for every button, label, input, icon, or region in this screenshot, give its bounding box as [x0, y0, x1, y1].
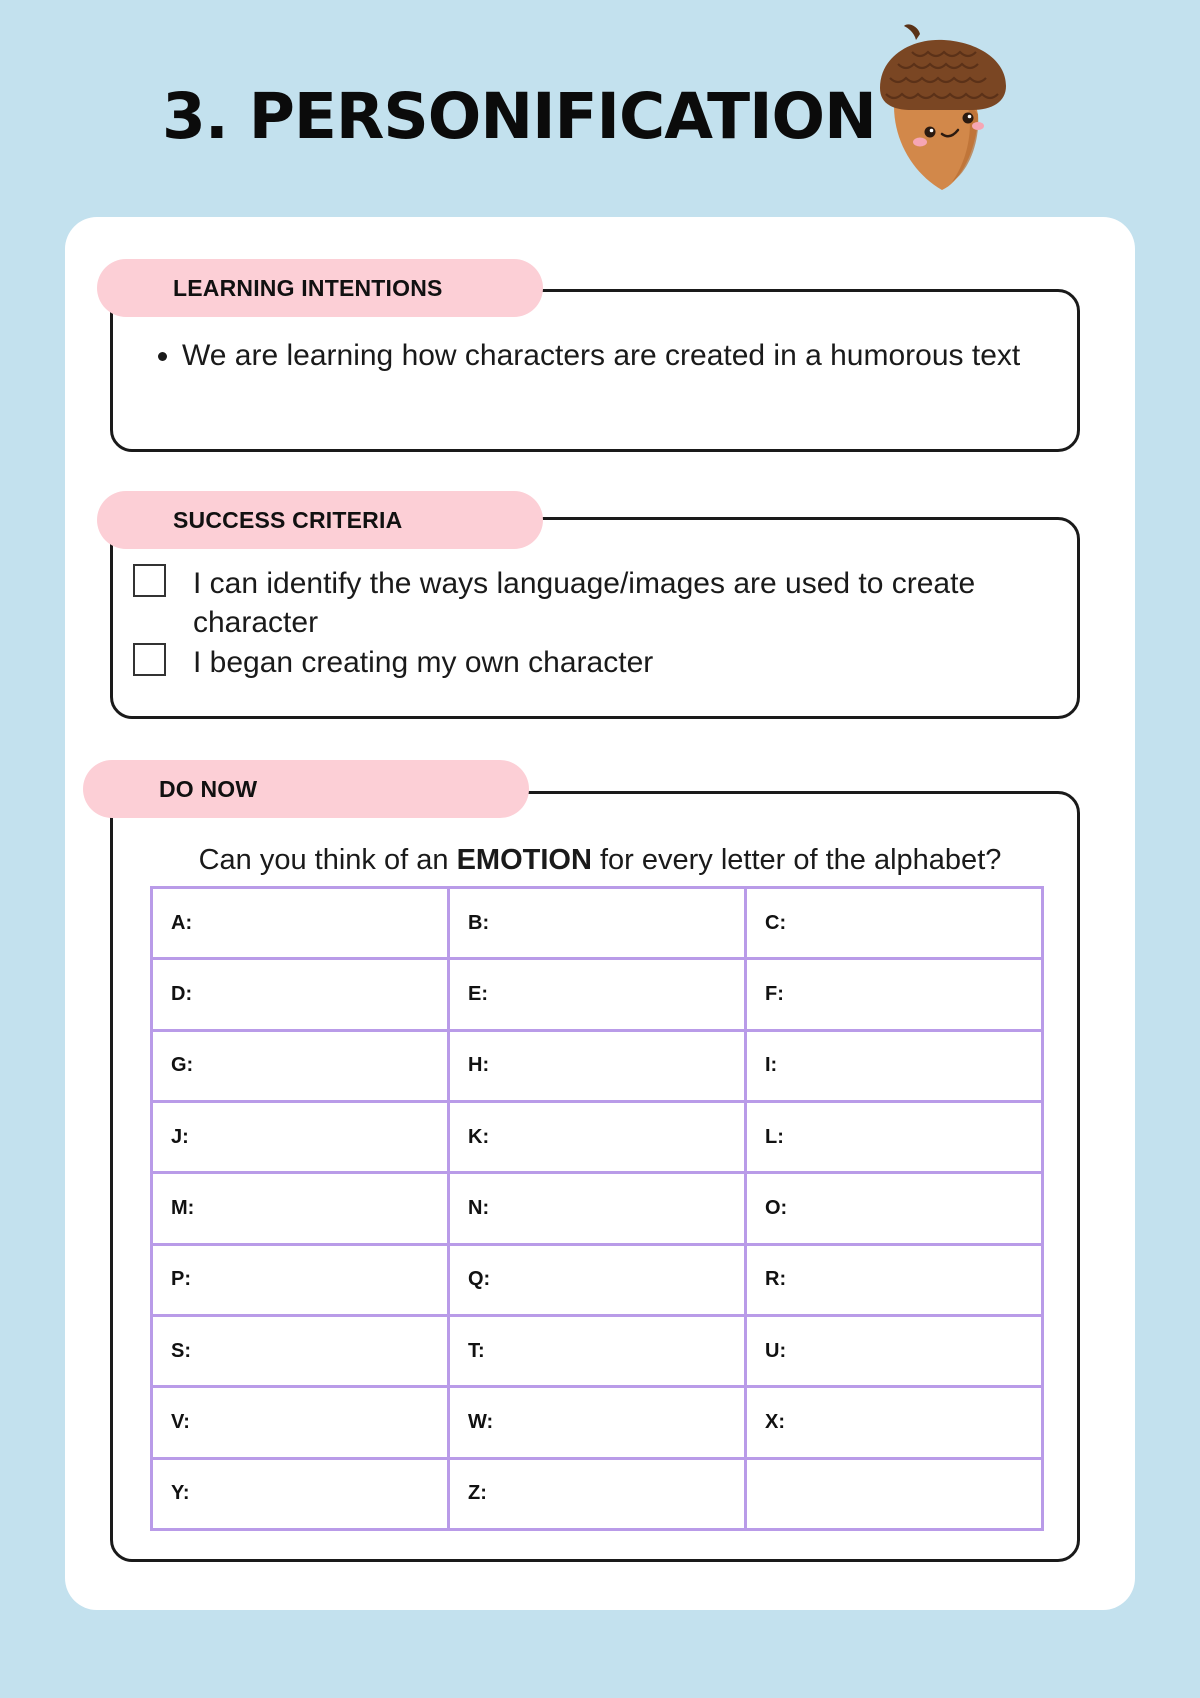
table-row [152, 1173, 1043, 1244]
letter-cell[interactable]: H: [449, 1030, 746, 1101]
letter-cell[interactable]: V: [152, 1387, 449, 1458]
letter-cell[interactable]: W: [449, 1387, 746, 1458]
prompt-text: for every letter of the alphabet? [591, 844, 1002, 876]
list-item: • We are learning how characters are created in a humorous text [182, 336, 1082, 375]
table-row [152, 1101, 1043, 1172]
letter-cell[interactable]: U: [746, 1315, 1043, 1386]
letter-cell[interactable] [746, 1458, 1043, 1529]
learning-intentions-label: LEARNING INTENTIONS [97, 259, 543, 317]
letter-cell[interactable]: L: [746, 1101, 1043, 1172]
do-now-prompt [0, 842, 1200, 878]
table-row [152, 1315, 1043, 1386]
letter-cell[interactable]: M: [152, 1173, 449, 1244]
prompt-emphasis: EMOTION [456, 844, 592, 876]
letter-cell[interactable]: E: [449, 959, 746, 1030]
letter-cell[interactable]: Z: [449, 1458, 746, 1529]
table-row [152, 1458, 1043, 1529]
letter-cell[interactable]: O: [746, 1173, 1043, 1244]
letter-cell[interactable]: D: [152, 959, 449, 1030]
checkbox[interactable] [133, 643, 166, 676]
table-row [152, 888, 1043, 959]
success-criterion [133, 564, 1063, 642]
do-now-label: DO NOW [83, 760, 529, 818]
letter-cell[interactable]: I: [746, 1030, 1043, 1101]
prompt-text: Can you think of an [198, 844, 457, 876]
success-criterion [133, 643, 1063, 682]
table-row [152, 1244, 1043, 1315]
success-criteria-label: SUCCESS CRITERIA [97, 491, 543, 549]
page-title: 3. PERSONIFICATION [162, 80, 876, 153]
letter-cell[interactable]: Q: [449, 1244, 746, 1315]
acorn-character-icon [860, 14, 1020, 194]
table-row [152, 959, 1043, 1030]
letter-cell[interactable]: T: [449, 1315, 746, 1386]
letter-cell[interactable]: R: [746, 1244, 1043, 1315]
criterion-text: I began creating my own character [193, 646, 654, 679]
letter-cell[interactable]: J: [152, 1101, 449, 1172]
letter-cell[interactable]: X: [746, 1387, 1043, 1458]
table-row [152, 1030, 1043, 1101]
letter-cell[interactable]: A: [152, 888, 449, 959]
letter-cell[interactable]: N: [449, 1173, 746, 1244]
letter-cell[interactable]: C: [746, 888, 1043, 959]
letter-cell[interactable]: P: [152, 1244, 449, 1315]
letter-cell[interactable]: G: [152, 1030, 449, 1101]
criterion-text: I can identify the ways language/images are used to create character [193, 567, 976, 639]
letter-cell[interactable]: Y: [152, 1458, 449, 1529]
letter-cell[interactable]: K: [449, 1101, 746, 1172]
letter-cell[interactable]: S: [152, 1315, 449, 1386]
letter-cell[interactable]: B: [449, 888, 746, 959]
learning-intentions-list [160, 336, 1082, 375]
letter-cell[interactable]: F: [746, 959, 1043, 1030]
table-row [152, 1387, 1043, 1458]
alphabet-table [150, 886, 1044, 1531]
checkbox[interactable] [133, 564, 166, 597]
